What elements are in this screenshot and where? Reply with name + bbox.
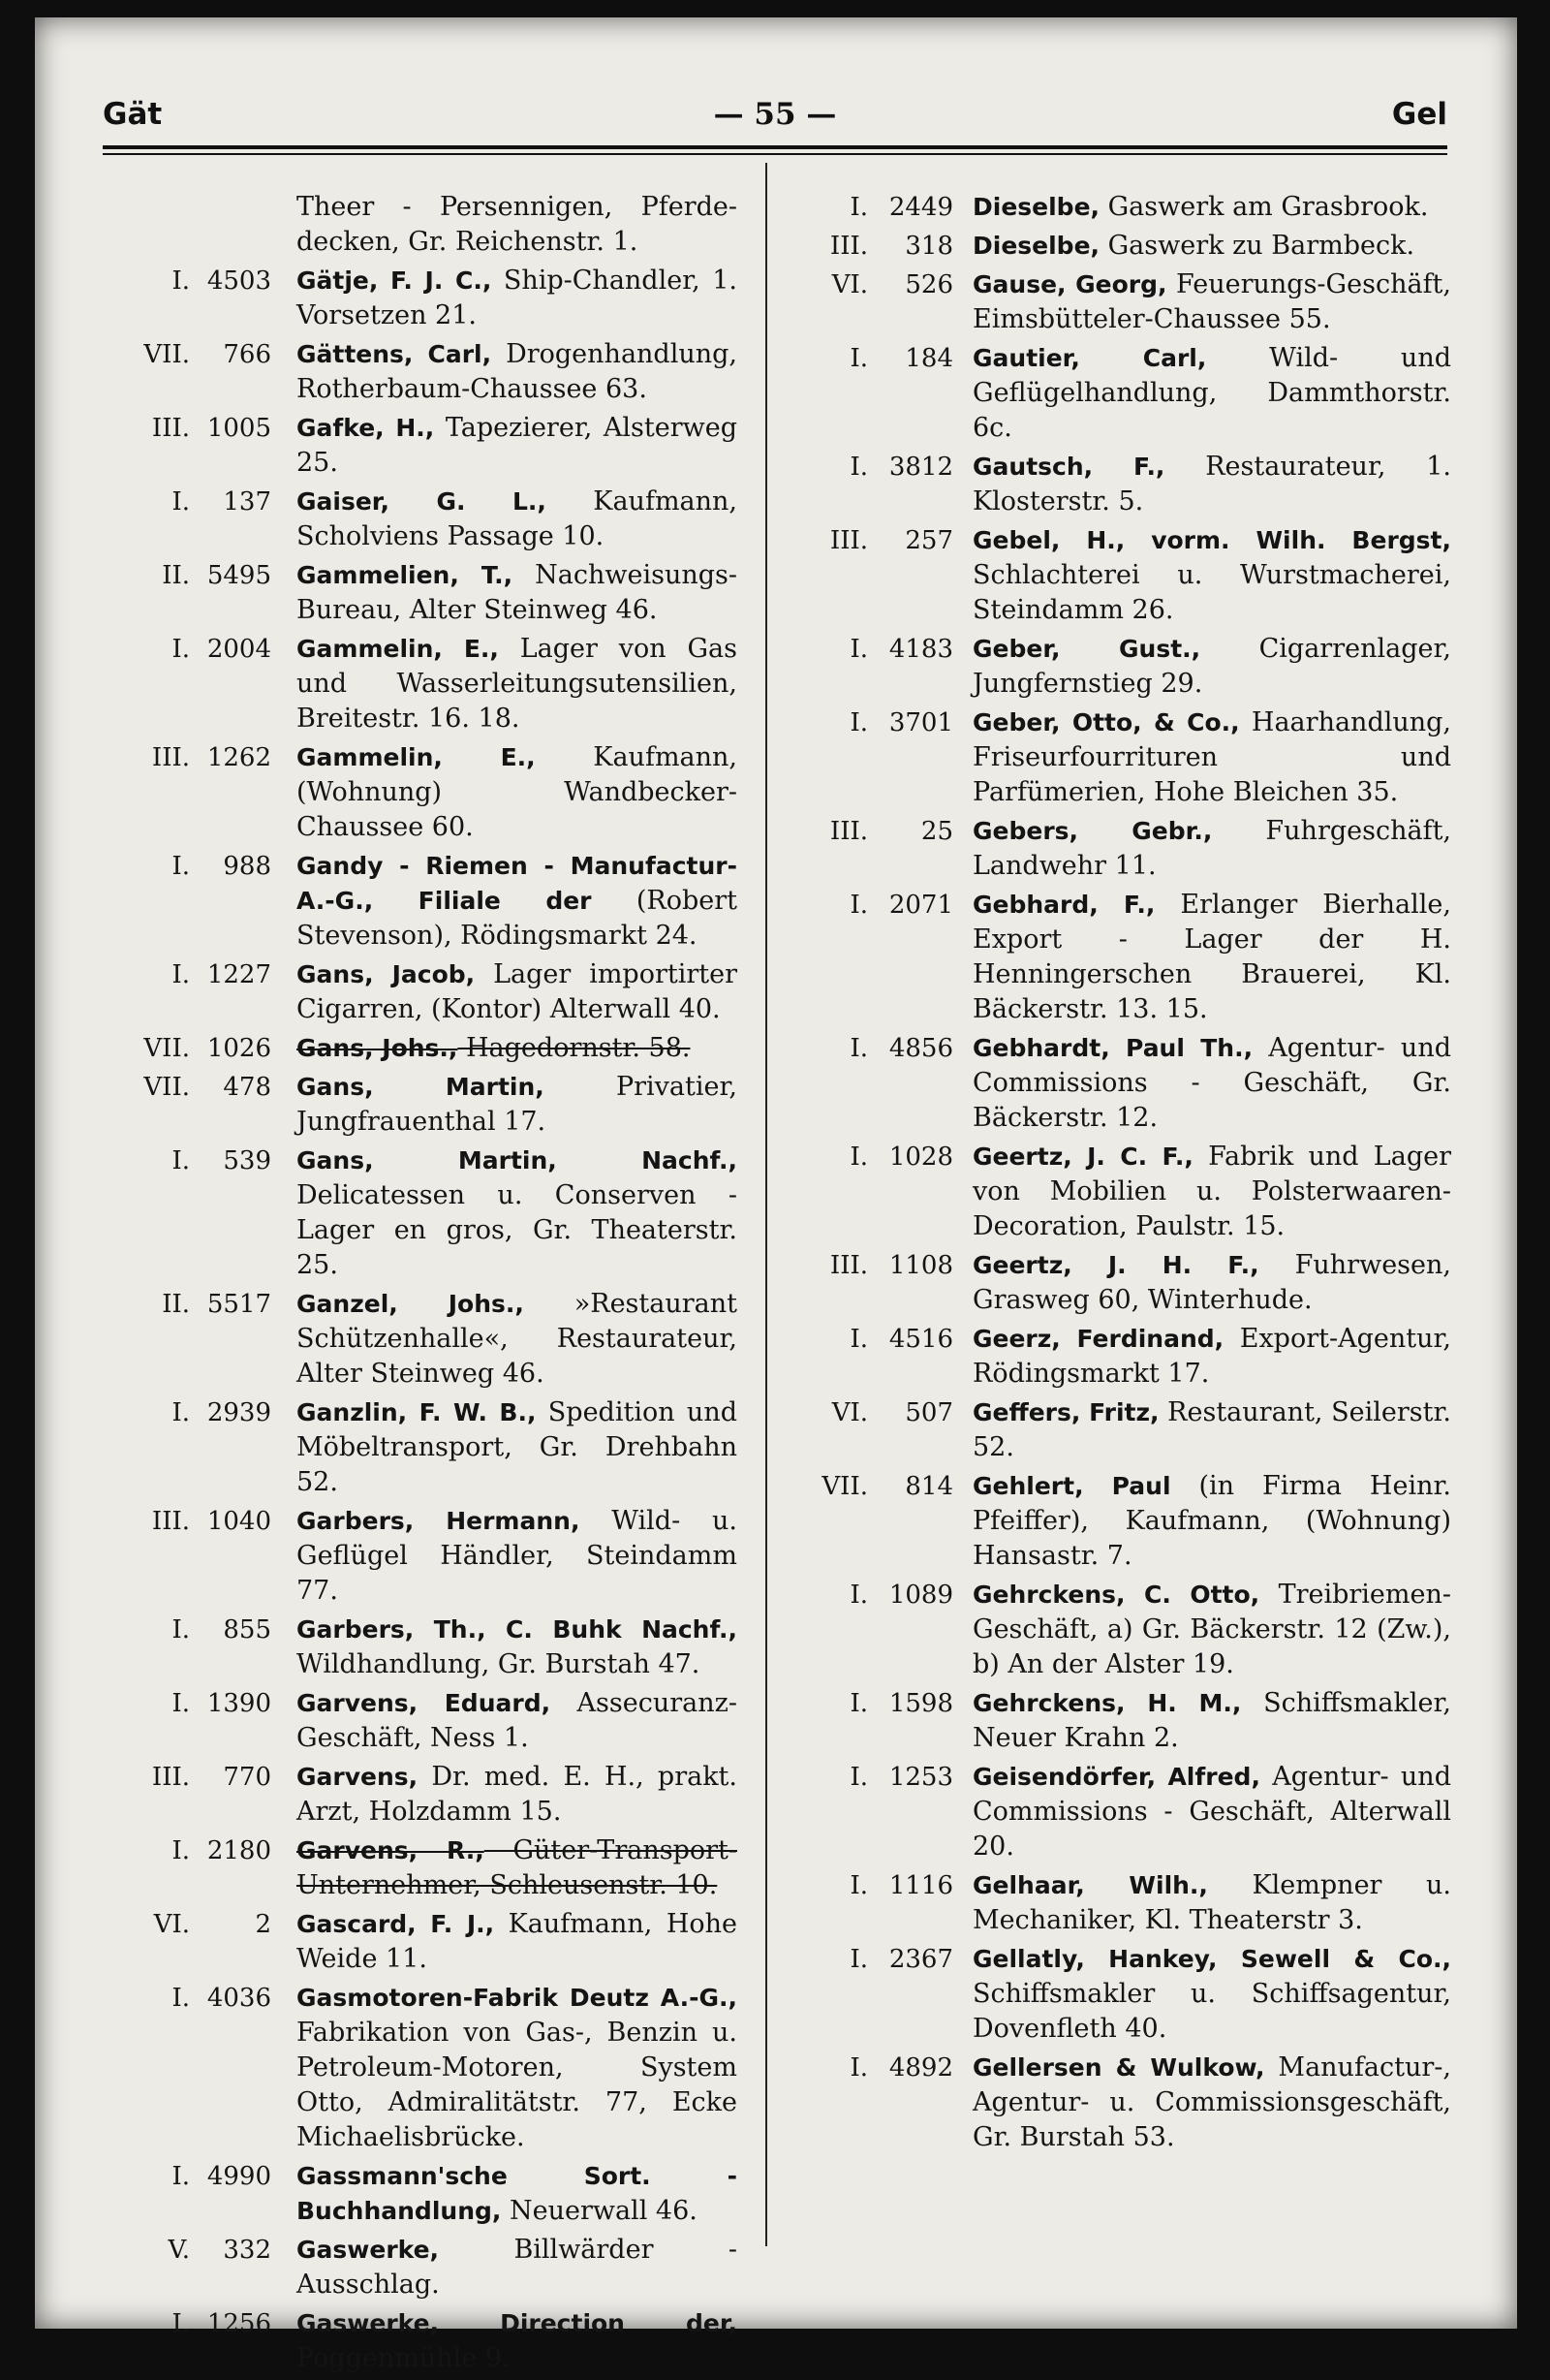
entry-district: I. [850, 344, 868, 373]
entry-number: 5495 [206, 561, 271, 590]
entry-district: II. [162, 1290, 190, 1319]
entry-district: V. [168, 2236, 190, 2265]
entry-text [296, 337, 737, 407]
entry-text [973, 523, 1451, 628]
entry-details: Agentur- und Commissions - Geschäft, Gr. Bäckerstr. 12. [973, 1033, 1451, 1133]
entry-number: 526 [905, 270, 953, 299]
entry-text [973, 632, 1451, 702]
entry-district: I. [171, 1146, 190, 1175]
entry-number: 2 [255, 1910, 271, 1939]
entry-number: 2939 [206, 1398, 271, 1427]
entry-number: 814 [905, 1472, 953, 1501]
entry-details: Agentur- und Commissions - Geschäft, Alterwall 20. [973, 1762, 1451, 1862]
entry-number: 1026 [206, 1034, 271, 1063]
entry-text [296, 957, 737, 1027]
entry-name: Gelhaar, Wilh., [973, 1871, 1208, 1899]
entry-district: III. [151, 1763, 190, 1792]
entry-number: 137 [223, 487, 271, 517]
directory-entry [792, 1942, 1451, 2047]
entry-details: Poggenmühle 9. [296, 2343, 511, 2373]
entry-text [296, 1686, 737, 1756]
entry-name: Garvens, [296, 1763, 418, 1791]
entry-number: 2071 [888, 891, 953, 920]
entry-number: 4990 [206, 2162, 271, 2191]
entry-text [296, 1031, 737, 1066]
entry-district: III. [151, 1507, 190, 1536]
entry-details: Hagedornstr. 58. [457, 1033, 691, 1063]
directory-entry [103, 957, 737, 1027]
directory-entry [792, 2051, 1451, 2155]
entry-text [296, 485, 737, 554]
directory-entry [792, 523, 1451, 628]
header-left-keyword: Gät [103, 97, 163, 132]
entry-name: Geerz, Ferdinand, [973, 1325, 1224, 1353]
entry-text [973, 450, 1451, 519]
directory-entry [103, 1287, 737, 1392]
entry-district: I. [850, 1763, 868, 1792]
entry-text [296, 1613, 737, 1682]
entry-name: Gellatly, Hankey, Sewell & Co., [973, 1945, 1451, 1973]
entry-details: Wild- u. Geflügel Händler, Steindamm 77. [296, 1506, 737, 1606]
directory-entry [103, 2306, 737, 2376]
directory-entry [103, 632, 737, 736]
directory-entry [103, 411, 737, 481]
entry-district: I. [850, 193, 868, 222]
entry-details: Restaurateur, 1. Klosterstr. 5. [973, 452, 1452, 517]
entry-text [973, 341, 1451, 446]
entry-text [296, 1833, 737, 1903]
entry-number: 1028 [888, 1143, 953, 1172]
entry-number: 478 [223, 1073, 271, 1102]
entry-details: Schlachterei u. Wurstmacherei, Steindamm 26. [973, 560, 1451, 625]
entry-number: 2004 [206, 635, 271, 664]
entry-district: I. [850, 1034, 868, 1063]
entry-name: Gebel, H., vorm. Wilh. Bergst, [973, 526, 1451, 554]
entry-name: Gans, Martin, [296, 1073, 544, 1101]
entry-name: Geertz, J. H. F., [973, 1251, 1259, 1279]
directory-page [35, 17, 1517, 2373]
entry-text [296, 190, 737, 260]
entry-name: Gaswerke, Direction der, [296, 2309, 737, 2337]
entry-district: VI. [831, 1398, 868, 1427]
entry-number: 1108 [888, 1251, 953, 1280]
entry-district: I. [171, 960, 190, 989]
entry-district: VI. [153, 1910, 190, 1939]
entry-text [296, 264, 737, 333]
entry-number: 4856 [888, 1034, 953, 1063]
directory-entry [792, 1395, 1451, 1465]
entry-name: Geisendörfer, Alfred, [973, 1763, 1260, 1791]
header-rule-thick [103, 145, 1447, 149]
entry-district: VI. [831, 270, 868, 299]
entry-number: 1390 [206, 1689, 271, 1718]
entry-text [973, 1140, 1451, 1244]
entry-district: III. [829, 1251, 868, 1280]
entry-text [973, 1248, 1451, 1318]
entry-district: III. [829, 817, 868, 846]
entry-details: Kaufmann, (Wohnung) Wandbecker-Chaussee 60. [296, 742, 738, 842]
entry-details: (in Firma Heinr. Pfeiffer), Kaufmann, (Wohnung) Hansastr. 7. [973, 1471, 1452, 1571]
entry-district: I. [850, 1581, 868, 1610]
entry-name: Gans, Johs., [296, 1034, 458, 1062]
directory-entry [792, 267, 1451, 337]
entry-name: Gättens, Carl, [296, 340, 492, 368]
entry-name: Garbers, Th., C. Buhk Nachf., [296, 1615, 737, 1644]
directory-entry [103, 2159, 737, 2229]
entry-text [973, 1031, 1451, 1136]
entry-district: I. [171, 2309, 190, 2338]
directory-entry [792, 1322, 1451, 1392]
directory-entry [792, 632, 1451, 702]
directory-entry [792, 1031, 1451, 1136]
entry-text [973, 2051, 1451, 2155]
entry-details: Fuhrwesen, Grasweg 60, Winterhude. [973, 1250, 1451, 1315]
entry-name: Gautier, Carl, [973, 344, 1207, 372]
directory-entry [103, 1833, 737, 1903]
entry-name: Ganzlin, F. W. B., [296, 1398, 537, 1426]
entry-text [296, 2159, 737, 2229]
entry-details: Theer - Persennigen, Pferde-decken, Gr. Reichenstr. 1. [296, 192, 737, 257]
entry-details: Ship-Chandler, 1. Vorsetzen 21. [296, 266, 738, 330]
entry-details: Gaswerk am Grasbrook. [1100, 192, 1429, 222]
entry-name: Gans, Jacob, [296, 960, 476, 988]
directory-entry [792, 1760, 1451, 1864]
entry-name: Gaiser, G. L., [296, 487, 546, 516]
directory-entry [792, 1578, 1451, 1682]
right-column [792, 190, 1451, 2159]
directory-entry [792, 1140, 1451, 1244]
entry-details: Fuhrgeschäft, Landwehr 11. [973, 816, 1451, 881]
entry-name: Gassmann'sche Sort. - Buchhandlung, [296, 2162, 737, 2225]
entry-district: III. [829, 526, 868, 555]
entry-text [296, 1760, 737, 1830]
entry-number: 4892 [888, 2053, 953, 2082]
entry-text [296, 1907, 737, 1977]
entry-district: I. [850, 635, 868, 664]
entry-number: 318 [905, 232, 953, 261]
entry-district: I. [171, 266, 190, 296]
directory-entry [103, 1760, 737, 1830]
directory-entry [103, 1907, 737, 1977]
entry-district: I. [850, 1325, 868, 1354]
directory-entry [103, 849, 737, 954]
entry-name: Gaswerke, [296, 2236, 440, 2264]
entry-name: Ganzel, Johs., [296, 1290, 524, 1318]
entry-text [296, 2306, 737, 2376]
page-header [103, 87, 1447, 145]
entry-text [973, 814, 1451, 884]
directory-entry [103, 264, 737, 333]
entry-details: Spedition und Möbeltransport, Gr. Drehbahn 52. [296, 1397, 737, 1497]
entry-number: 1005 [206, 414, 271, 443]
entry-text [296, 1070, 737, 1140]
entry-district: I. [171, 1398, 190, 1427]
entry-details: Cigarrenlager, Jungfernstieg 29. [973, 634, 1451, 699]
entry-details: Privatier, Jungfrauenthal 17. [296, 1072, 737, 1137]
entry-district: I. [850, 453, 868, 482]
entry-district: I. [850, 1689, 868, 1718]
entry-district: I. [171, 1984, 190, 2013]
entry-name: Geber, Gust., [973, 635, 1201, 663]
entry-text [973, 1578, 1451, 1682]
directory-entry [792, 814, 1451, 884]
entry-details: Erlanger Bierhalle, Export - Lager der H. Henningerschen Brauerei, Kl. Bäckerstr. 13. 15. [973, 890, 1451, 1024]
entry-details: Nachweisungs-Bureau, Alter Steinweg 46. [296, 560, 737, 625]
entry-name: Gascard, F. J., [296, 1910, 495, 1938]
entry-district: I. [850, 1945, 868, 1974]
entry-details: Gaswerk zu Barmbeck. [1100, 231, 1415, 261]
entry-number: 257 [905, 526, 953, 555]
entry-name: Gätje, F. J. C., [296, 266, 492, 295]
entry-number: 4503 [206, 266, 271, 296]
entry-number: 332 [223, 2236, 271, 2265]
entry-name: Gebhardt, Paul Th., [973, 1034, 1254, 1062]
entry-district: I. [850, 1871, 868, 1900]
entry-details: Kaufmann, Scholviens Passage 10. [296, 486, 738, 551]
entry-text [973, 1942, 1451, 2047]
entry-text [973, 267, 1451, 337]
directory-entry [103, 1981, 737, 2155]
entry-number: 507 [905, 1398, 953, 1427]
entry-number: 770 [223, 1763, 271, 1792]
directory-entry [103, 1143, 737, 1283]
directory-entry [103, 190, 737, 260]
entry-details: Delicatessen u. Conserven - Lager en gros, Gr. Theaterstr. 25. [296, 1180, 737, 1280]
entry-number: 5517 [206, 1290, 271, 1319]
entry-district: VII. [822, 1472, 868, 1501]
entry-name: Gammelin, E., [296, 635, 499, 663]
directory-entry [103, 558, 737, 628]
entry-text [296, 411, 737, 481]
entry-text [973, 1469, 1451, 1574]
entry-details: Feuerungs-Geschäft, Eimsbütteler-Chaussee 55. [973, 269, 1451, 334]
directory-entry [103, 1031, 737, 1066]
entry-text [973, 190, 1451, 225]
entry-details: Wildhandlung, Gr. Burstah 47. [296, 1649, 700, 1679]
directory-entry [792, 1868, 1451, 1938]
entry-text [973, 1760, 1451, 1864]
entry-number: 25 [920, 817, 953, 846]
entry-number: 539 [223, 1146, 271, 1175]
entry-details: Dr. med. E. H., prakt. Arzt, Holzdamm 15. [296, 1762, 737, 1827]
entry-text [973, 229, 1451, 264]
entry-district: I. [171, 1615, 190, 1644]
entry-district: VII. [143, 1034, 190, 1063]
entry-name: Gehlert, Paul [973, 1472, 1171, 1500]
directory-entry [103, 1613, 737, 1682]
entry-name: Geber, Otto, & Co., [973, 708, 1240, 736]
entry-number: 2449 [888, 193, 953, 222]
entry-details: Lager importirter Cigarren, (Kontor) Alterwall 40. [296, 959, 738, 1024]
entry-number: 1089 [888, 1581, 953, 1610]
entry-details: Fabrikation von Gas-, Benzin u. Petroleum-Motoren, System Otto, Admiralitätstr. 77, Ecke Michaelisbrücke. [296, 2018, 737, 2152]
entry-text [973, 1322, 1451, 1392]
entry-text [296, 1395, 737, 1500]
entry-name: Gebers, Gebr., [973, 817, 1213, 845]
entry-details: (Robert Stevenson), Rödingsmarkt 24. [296, 886, 737, 951]
entry-name: Gandy - Riemen - Manufactur-A.-G., Filiale der [296, 852, 737, 915]
entry-details: Treibriemen-Geschäft, a) Gr. Bäckerstr. 12 (Zw.), b) An der Alster 19. [973, 1580, 1451, 1679]
entry-name: Garvens, Eduard, [296, 1689, 551, 1717]
page-number: — 55 — [713, 97, 837, 132]
entry-name: Gellersen & Wulkow, [973, 2053, 1265, 2082]
entry-details: Export-Agentur, Rödingsmarkt 17. [973, 1324, 1451, 1389]
entry-details: Billwärder - Ausschlag. [296, 2235, 737, 2300]
directory-entry [792, 450, 1451, 519]
entry-district: III. [151, 743, 190, 772]
entry-number: 988 [223, 852, 271, 881]
entry-district: I. [171, 1689, 190, 1718]
directory-entry [103, 337, 737, 407]
entry-number: 1262 [206, 743, 271, 772]
entry-name: Gehrckens, H. M., [973, 1689, 1242, 1717]
entry-district: VII. [143, 1073, 190, 1102]
entry-district: VII. [143, 340, 190, 369]
entry-details: Haarhandlung, Friseurfourrituren und Parfümerien, Hohe Bleichen 35. [973, 707, 1452, 807]
directory-entry [792, 190, 1451, 225]
entry-district: I. [850, 708, 868, 737]
entry-district: II. [162, 561, 190, 590]
entry-name: Gans, Martin, Nachf., [296, 1146, 737, 1174]
entry-details: Lager von Gas und Wasserleitungsutensilien, Breitestr. 16. 18. [296, 634, 737, 734]
entry-name: Gammelien, T., [296, 561, 513, 589]
entry-number: 4183 [888, 635, 953, 664]
entry-details: Wild- und Geflügelhandlung, Dammthorstr. 6c. [973, 343, 1451, 443]
left-column [103, 190, 737, 2380]
directory-entry [103, 1070, 737, 1140]
entry-text [296, 558, 737, 628]
entry-district: I. [171, 852, 190, 881]
entry-name: Gehrckens, C. Otto, [973, 1581, 1260, 1609]
entry-text [973, 1395, 1451, 1465]
entry-number: 1598 [888, 1689, 953, 1718]
entry-name: Geffers, Fritz, [973, 1398, 1160, 1426]
entry-text [973, 1686, 1451, 1756]
directory-entry [792, 705, 1451, 810]
entry-name: Dieselbe, [973, 193, 1100, 221]
entry-text [296, 632, 737, 736]
directory-entry [792, 1469, 1451, 1574]
entry-details: Schiffsmakler, Neuer Krahn 2. [973, 1688, 1451, 1753]
directory-entry [103, 2233, 737, 2302]
entry-details: Manufactur-, Agentur- u. Commissionsgeschäft, Gr. Burstah 53. [973, 2052, 1452, 2152]
directory-entry [792, 1248, 1451, 1318]
entry-number: 2180 [206, 1836, 271, 1865]
entry-number: 766 [223, 340, 271, 369]
entry-name: Gause, Georg, [973, 270, 1167, 298]
entry-name: Garbers, Hermann, [296, 1507, 580, 1535]
entry-details: »Restaurant Schützenhalle«, Restaurateur, Alter Steinweg 46. [296, 1289, 737, 1389]
entry-details: Tapezierer, Alsterweg 25. [296, 413, 737, 478]
directory-entry [792, 341, 1451, 446]
entry-number: 1227 [206, 960, 271, 989]
entry-district: I. [850, 891, 868, 920]
entry-details: Fabrik und Lager von Mobilien u. Polsterwaaren-Decoration, Paulstr. 15. [973, 1142, 1451, 1241]
entry-details: Neuerwall 46. [501, 2196, 698, 2226]
directory-entry [103, 1504, 737, 1609]
entry-number: 3701 [888, 708, 953, 737]
entry-number: 3812 [888, 453, 953, 482]
entry-details: Schiffsmakler u. Schiffsagentur, Dovenfleth 40. [973, 1979, 1451, 2044]
header-rule-thin [103, 153, 1447, 155]
entry-text [296, 1143, 737, 1283]
entry-name: Gautsch, F., [973, 453, 1165, 481]
entry-text [296, 1504, 737, 1609]
entry-details: Güter-Transport-Unternehmer, Schleusenstr. 10. [296, 1835, 737, 1900]
entry-name: Gafke, H., [296, 414, 435, 442]
directory-entry [103, 740, 737, 845]
entry-district: I. [171, 635, 190, 664]
directory-entry [103, 1686, 737, 1756]
entry-details: Drogenhandlung, Rotherbaum-Chaussee 63. [296, 339, 737, 404]
entry-number: 1256 [206, 2309, 271, 2338]
entry-text [973, 1868, 1451, 1938]
entry-district: I. [171, 2162, 190, 2191]
entry-number: 855 [223, 1615, 271, 1644]
entry-number: 1040 [206, 1507, 271, 1536]
entry-number: 1253 [888, 1763, 953, 1792]
directory-entry [792, 229, 1451, 264]
entry-number: 4036 [206, 1984, 271, 2013]
entry-name: Gebhard, F., [973, 891, 1156, 919]
entry-district: I. [850, 1143, 868, 1172]
header-right-keyword: Gel [1391, 97, 1447, 132]
entry-district: I. [850, 2053, 868, 2082]
entry-number: 2367 [888, 1945, 953, 1974]
entry-text [296, 2233, 737, 2302]
entry-district: I. [171, 487, 190, 517]
directory-entry [103, 485, 737, 554]
directory-entry [792, 1686, 1451, 1756]
entry-district: III. [829, 232, 868, 261]
entry-details: Kaufmann, Hohe Weide 11. [296, 1909, 737, 1974]
entry-name: Dieselbe, [973, 232, 1100, 260]
entry-details: Klempner u. Mechaniker, Kl. Theaterstr 3. [973, 1870, 1451, 1935]
column-divider [765, 163, 767, 2246]
entry-text [296, 849, 737, 954]
entry-details: Assecuranz-Geschäft, Ness 1. [296, 1688, 737, 1753]
entry-text [973, 888, 1451, 1027]
entry-text [296, 740, 737, 845]
entry-text [973, 705, 1451, 810]
entry-details: Restaurant, Seilerstr. 52. [973, 1397, 1451, 1462]
entry-number: 1116 [888, 1871, 953, 1900]
entry-text [296, 1981, 737, 2155]
entry-district: I. [171, 1836, 190, 1865]
entry-name: Garvens, R., [296, 1836, 484, 1864]
entry-district: III. [151, 414, 190, 443]
entry-number: 4516 [888, 1325, 953, 1354]
entry-name: Geertz, J. C. F., [973, 1143, 1194, 1171]
entry-name: Gammelin, E., [296, 743, 536, 771]
directory-entry [792, 888, 1451, 1027]
entry-number: 184 [905, 344, 953, 373]
directory-entry [103, 1395, 737, 1500]
entry-name: Gasmotoren-Fabrik Deutz A.-G., [296, 1984, 737, 2012]
entry-text [296, 1287, 737, 1392]
